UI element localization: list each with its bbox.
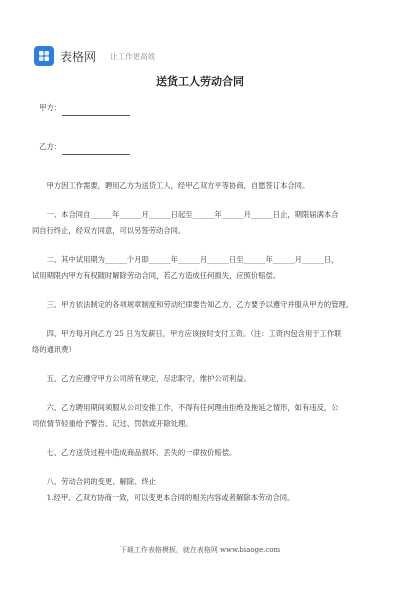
clause-4-line-2: 络的通讯费） [32,345,76,354]
party-b-field [32,139,372,155]
clause-1-line-1: 一、本合同自______年______月______日起至______年______月______日止，期限届满本合 [46,210,339,219]
site-header [34,46,155,66]
party-a-blank [62,107,130,116]
clause-1-line-2: 同自行终止，经双方同意，可以另签劳动合同。 [32,226,186,235]
clause-2-line-1: 二、其中试用期为______个月即______年______月______日至______年______月______日， [46,255,339,264]
document-title: 送货工人劳动合同 [156,75,244,88]
party-a-label: 甲方： [39,103,62,112]
clause-6-line-2: 司依情节轻重给予警告、记过、罚款或开除处理。 [32,419,193,428]
logo-icon [34,46,54,66]
footer-note: 下载工作表格模板，就在表格网 www.biaoge.com [119,546,281,554]
clause-7: 七、乙方送货过程中造成商品损坏、丢失的一律按价赔偿。 [46,448,237,457]
clause-3: 三、甲方依法制定的各项规章制度和劳动纪律要告知乙方，乙方要予以遵守并服从甲方的管理。 [46,300,354,309]
clause-6-line-1: 六、乙方聘用期间须服从公司安排工作，不得有任何理由拒绝及拖延之情形，如有违反，公 [46,403,339,412]
document-body [32,100,372,506]
section-8-item-1: 1.经甲、乙双方协商一致，可以变更本合同的相关内容或者解除本劳动合同。 [46,493,295,502]
party-a-field [32,100,372,116]
intro-paragraph: 甲方因工作需要，聘用乙方为送货工人，经甲乙双方平等协商，自愿签订本合同。 [46,181,310,190]
brand-name: 表格网 [60,49,97,64]
clause-4-line-1: 四、甲方每月向乙方 25 日为发薪日，甲方应该按时支付工资。（注：工资内包含用于工作联 [46,329,342,338]
clause-5: 五、乙方应遵守甲方公司所有规定，尽忠职守，维护公司利益。 [46,374,251,383]
party-b-label: 乙方： [39,142,62,151]
party-b-blank [62,146,130,155]
clause-2-line-2: 试用期限内甲方有权随时解除劳动合同，若乙方造成任何损失，应照价赔偿。 [32,271,281,280]
brand-tagline: 让工作更高效 [110,51,156,61]
section-8-heading: 八、劳动合同的变更、解除、终止 [46,477,157,486]
